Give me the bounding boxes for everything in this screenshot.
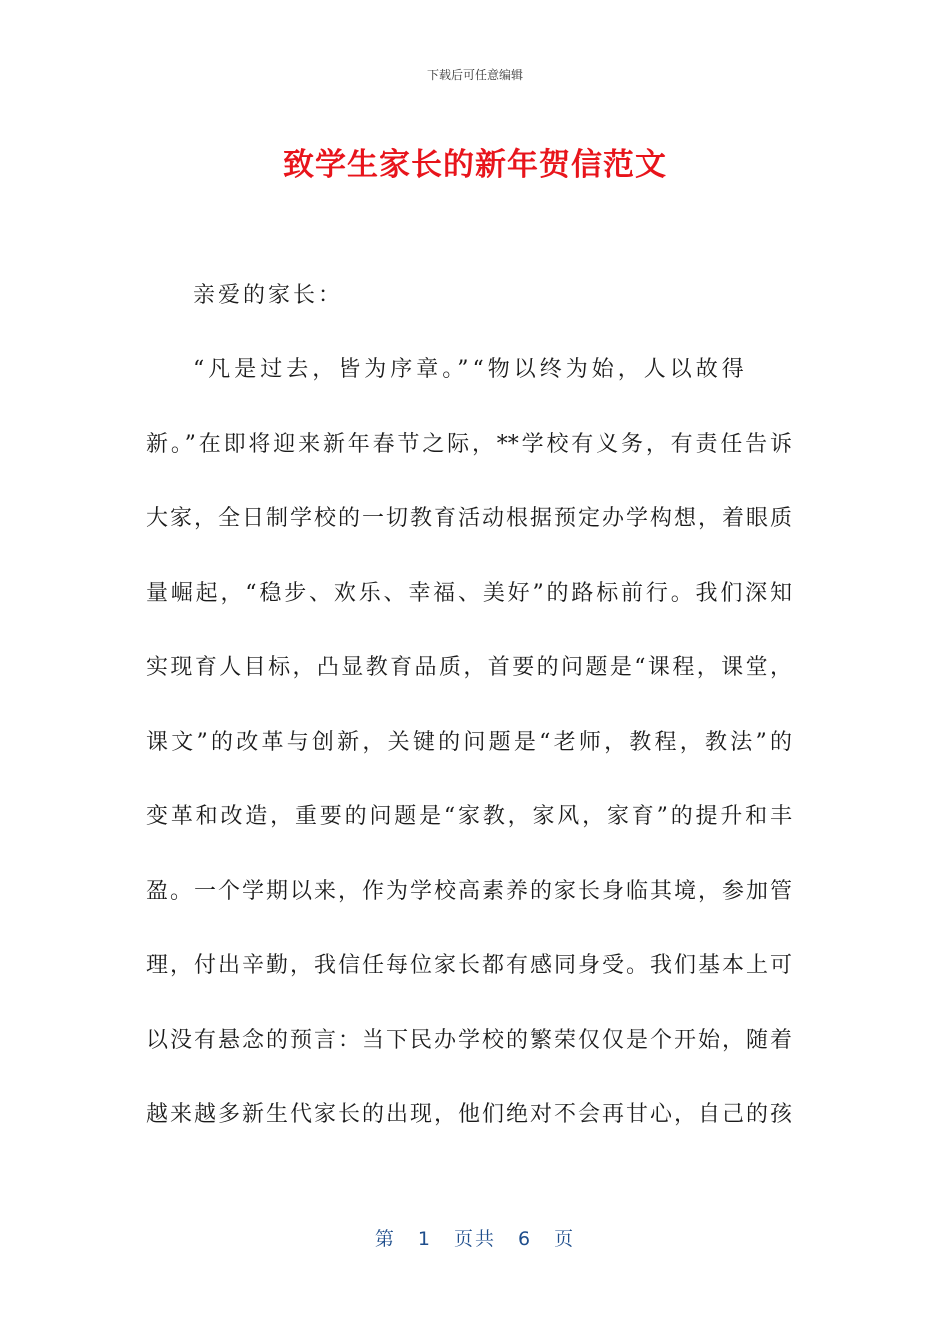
body-line: 理，付出辛勤，我信任每位家长都有感同身受。我们基本上可	[146, 953, 792, 978]
salutation: 亲爱的家长：	[193, 283, 344, 308]
body-line: 大家，全日制学校的一切教育活动根据预定办学构想，着眼质	[146, 506, 792, 531]
document-title: 致学生家长的新年贺信范文	[283, 147, 667, 183]
body-line: “凡是过去，皆为序章。”“物以终为始，人以故得	[193, 357, 748, 382]
body-line: 盈。一个学期以来，作为学校高素养的家长身临其境，参加管	[146, 878, 792, 904]
body-line: 量崛起，“稳步、欢乐、幸福、美好”的路标前行。我们深知	[146, 580, 792, 606]
header-note: 下载后可任意编辑	[426, 68, 523, 82]
body-line: 变革和改造，重要的问题是“家教，家风，家育”的提升和丰	[146, 804, 792, 829]
body-line: 新。”在即将迎来新年春节之际，**学校有义务，有责任告诉	[146, 431, 792, 457]
body-line: 课文”的改革与创新，关键的问题是“老师，教程，教法”的	[146, 729, 792, 755]
letter-body	[146, 352, 792, 1172]
body-line: 以没有悬念的预言：当下民办学校的繁荣仅仅是个开始，随着	[146, 1027, 792, 1053]
body-line: 越来越多新生代家长的出现，他们绝对不会再甘心，自己的孩	[146, 1102, 792, 1127]
page-indicator: 第 1 页共 6 页	[374, 1228, 576, 1250]
body-line: 实现育人目标，凸显教育品质，首要的问题是“课程，课堂，	[146, 655, 792, 680]
